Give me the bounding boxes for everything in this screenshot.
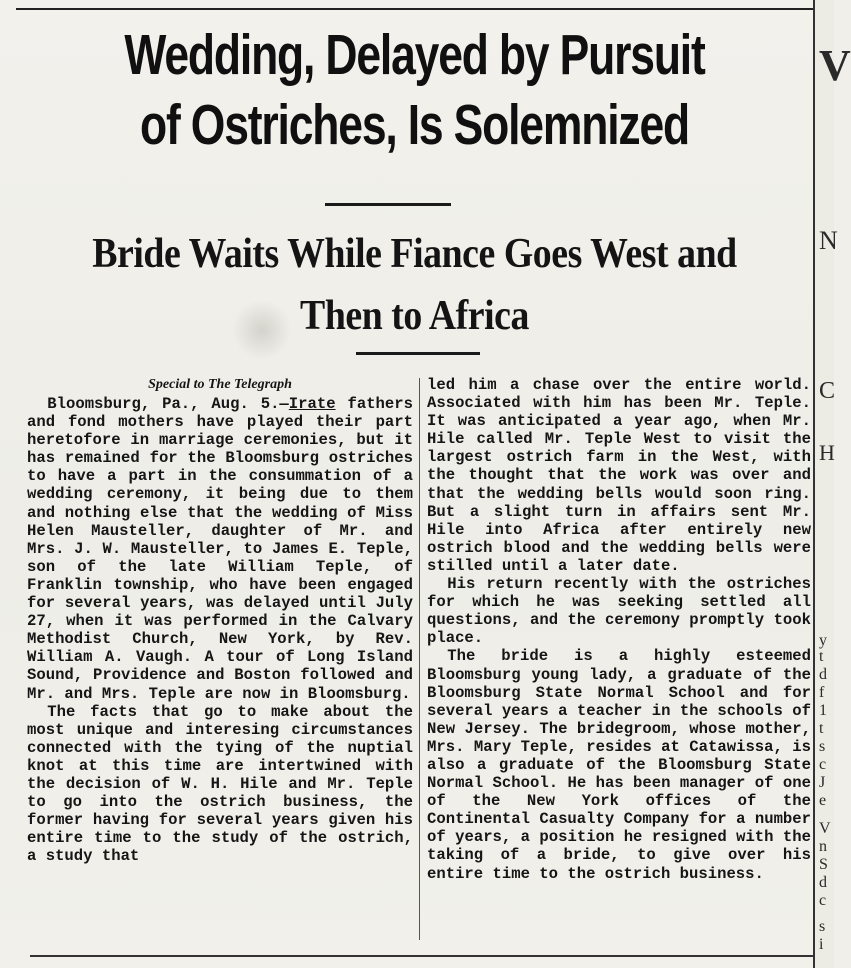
edge-fragment: V xyxy=(819,41,851,90)
edge-fragment: c xyxy=(819,756,827,773)
edge-fragment: 1 xyxy=(819,702,827,719)
subheadline xyxy=(56,223,773,347)
article-column-right xyxy=(427,376,811,883)
edge-fragment: f xyxy=(819,684,825,701)
edge-fragment: C xyxy=(819,378,836,404)
headline-line-1: Wedding, Delayed by Pursuit xyxy=(124,23,705,87)
dateline: Special to The Telegraph xyxy=(148,377,292,392)
top-rule xyxy=(16,8,813,10)
paragraph-text: fathers and fond mothers have played their part heretofore in marriage ceremonies, but it has remained for the Bloomsburg ostriches to have a part in the consummation of a wedding ceremony, it being due to them and nothing else that the wedding of Miss Helen Mausteller, daughter of Mr. and Mrs. J. W. Mausteller, to James E. Teple, son of the late William Teple, of Franklin township, who have been engaged for several years, was delayed until July 27, when it was performed in the Calvary Methodist Church, New York, by Rev. William A. Vaugh. A tour of Long Island Sound, Providence and Boston followed and Mr. and Mrs. Teple are now in Bloomsburg. xyxy=(27,395,413,703)
lead-dateline-prefix: Bloomsburg, Pa., Aug. 5.— xyxy=(47,395,289,413)
edge-fragment: c xyxy=(819,892,827,909)
lead-words: Irate xyxy=(288,395,336,413)
article-paragraph: The facts that go to make about the most unique and interesing circumstances connected with the tying of the nuptial knot at this time are intertwined with the decision of W. H. Hile and Mr. Teple to go into the ostrich business, the former having for several years given his entire time to the study of the ostrich, a study that xyxy=(27,702,413,866)
edge-fragment: d xyxy=(819,666,827,683)
edge-fragment: t xyxy=(819,648,824,665)
bottom-rule xyxy=(30,955,813,957)
edge-fragment: t xyxy=(819,720,824,737)
edge-fragment: s xyxy=(819,738,826,755)
edge-fragment: J xyxy=(819,774,826,791)
column-divider xyxy=(419,378,420,940)
edge-fragment: y xyxy=(819,632,827,649)
subhead-divider xyxy=(356,352,480,355)
article-paragraph: His return recently with the ostriches for which he was seeking settled all questions, and the ceremony promptly took place. xyxy=(427,575,811,648)
edge-fragment: N xyxy=(819,226,838,255)
article-paragraph: The bride is a highly esteemed Bloomsburg young lady, a graduate of the Bloomsburg State Normal School and for several years a teacher in the schools of New Jersey. The bridegroom, whose mother, Mrs. Mary Teple, resides at Catawissa, is also a graduate of the Bloomsburg State Normal School. He has been manager of one of the New York offices of the Continental Casualty Company for a number of years, a position he resigned with the taking of a bride, to give over his entire time to the ostrich business. xyxy=(427,647,811,883)
edge-fragment: n xyxy=(819,838,827,855)
ink-smudge xyxy=(232,300,292,360)
edge-fragment: S xyxy=(819,856,828,873)
adjacent-column-edge xyxy=(815,0,851,968)
edge-fragment: d xyxy=(819,874,827,891)
headline-line-2: of Ostriches, Is Solemnized xyxy=(139,93,690,157)
edge-fragment: V xyxy=(819,820,831,837)
headline xyxy=(104,20,726,160)
edge-fragment: e xyxy=(819,792,827,809)
headline-divider xyxy=(325,203,451,206)
edge-fragment: H xyxy=(819,440,835,465)
subhead-line-1: Bride Waits While Fiance Goes West and xyxy=(92,231,737,277)
article-paragraph xyxy=(27,395,413,703)
subhead-line-2: Then to Africa xyxy=(300,293,529,339)
edge-fragment: s xyxy=(819,918,826,935)
article-column-left xyxy=(27,376,413,865)
edge-fragment: i xyxy=(819,936,824,953)
article-paragraph-continued: led him a chase over the entire world. Associated with him has been Mr. Teple. It was anticipated a year ago, when Mr. Hile called Mr. Teple West to visit the largest ostrich farm in the West, with the thought that the work was over and that the wedding bells would soon ring. But a slight turn in affairs sent Mr. Hile into Africa after entirely new ostrich blood and the wedding bells were stilled until a later date. xyxy=(427,376,811,575)
